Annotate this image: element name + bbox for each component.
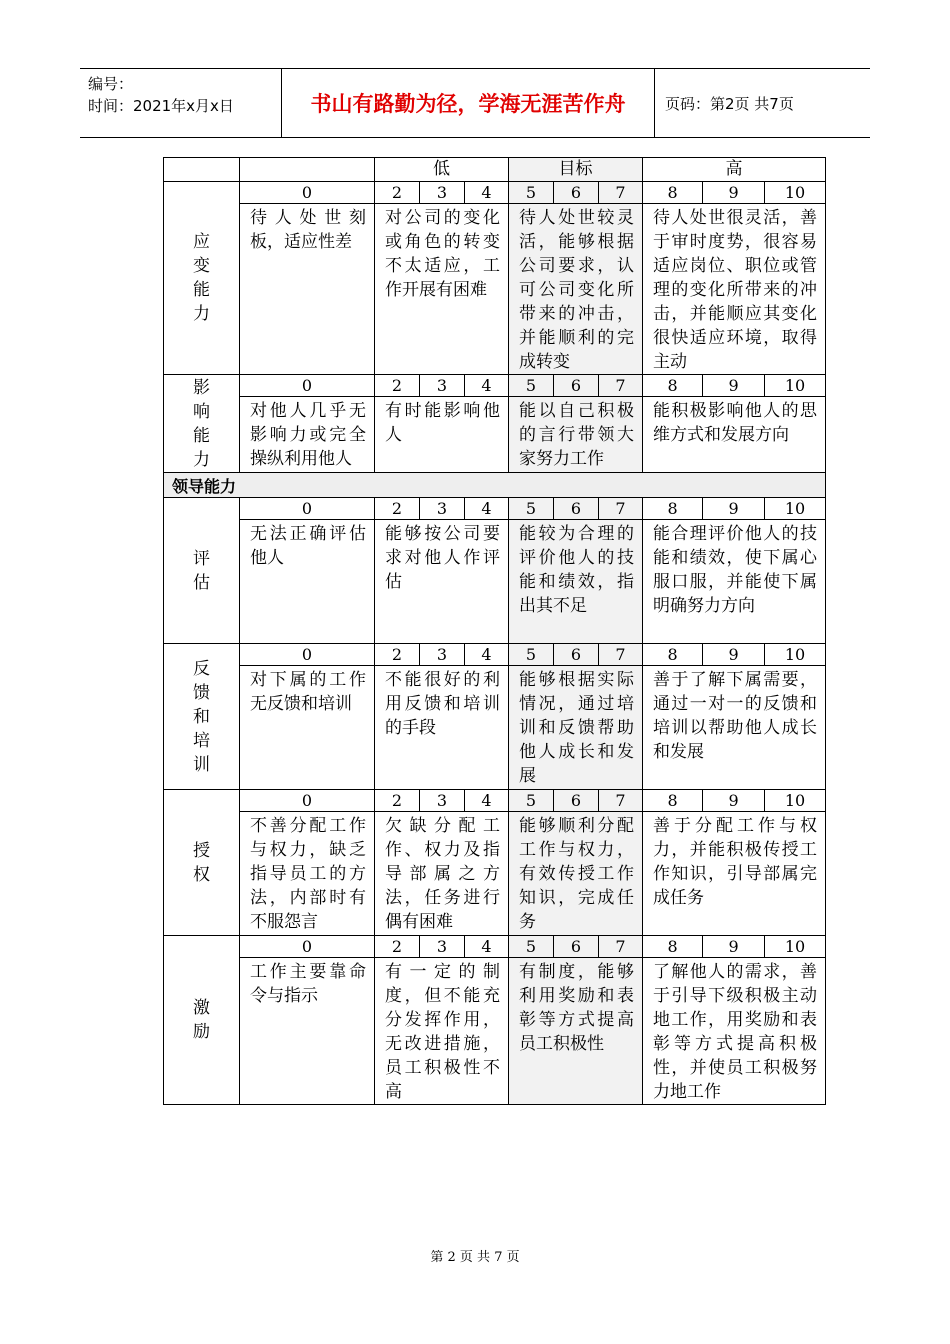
score-cell: 10 (765, 936, 826, 958)
slogan: 书山有路勤为径，学海无涯苦作舟 (282, 69, 655, 137)
score-cell: 4 (465, 498, 509, 520)
competency-label: 反 馈 和 培 训 (164, 644, 240, 790)
desc-target: 能较为合理的评价他人的技能和绩效，指出其不足 (509, 520, 643, 644)
score-cell: 3 (420, 182, 465, 204)
score-cell: 6 (554, 498, 599, 520)
score-cell: 3 (420, 790, 465, 812)
score-cell: 5 (509, 644, 554, 666)
desc-high: 能积极影响他人的思维方式和发展方向 (643, 397, 826, 473)
score-cell: 5 (509, 375, 554, 397)
score-cell: 7 (599, 644, 643, 666)
score-cell: 9 (703, 936, 765, 958)
desc-target: 有制度，能够利用奖励和表彰等方式提高员工积极性 (509, 958, 643, 1105)
number-label: 编号： (88, 75, 134, 93)
score-cell: 4 (465, 936, 509, 958)
desc-target: 能够根据实际情况，通过培训和反馈帮助他人成长和发展 (509, 666, 643, 790)
score-cell: 9 (703, 790, 765, 812)
score-cell: 3 (420, 644, 465, 666)
desc-low2: 能够按公司要求对他人作评估 (375, 520, 509, 644)
description-row (164, 204, 826, 375)
score-cell: 2 (375, 936, 420, 958)
score-cell: 3 (420, 936, 465, 958)
blank-cell (164, 158, 240, 182)
desc-high: 善于分配工作与权力，并能积极传授工作知识，引导部属完成任务 (643, 812, 826, 936)
score-cell: 2 (375, 182, 420, 204)
score-row (164, 644, 826, 666)
score-cell: 8 (643, 644, 703, 666)
description-row (164, 666, 826, 790)
score-cell: 8 (643, 498, 703, 520)
score-cell: 0 (240, 936, 375, 958)
competency-label: 影 响 能 力 (164, 375, 240, 473)
description-row (164, 397, 826, 473)
score-cell: 8 (643, 936, 703, 958)
description-row (164, 958, 826, 1105)
desc-high: 待人处世很灵活，善于审时度势，很容易适应岗位、职位或管理的变化所带来的冲击，并能顺应其变化很快适应环境，取得主动 (643, 204, 826, 375)
score-cell: 6 (554, 182, 599, 204)
desc-low2: 有一定的制度，但不能充分发挥作用，无改进措施，员工积极性不高 (375, 958, 509, 1105)
score-cell: 6 (554, 790, 599, 812)
score-cell: 0 (240, 182, 375, 204)
score-cell: 9 (703, 375, 765, 397)
score-cell: 8 (643, 375, 703, 397)
desc-low1: 待人处世刻板，适应性差 (240, 204, 375, 375)
score-cell: 0 (240, 375, 375, 397)
score-cell: 3 (420, 375, 465, 397)
score-cell: 6 (554, 375, 599, 397)
score-cell: 2 (375, 644, 420, 666)
score-cell: 10 (765, 182, 826, 204)
section-row (164, 473, 826, 498)
desc-low1: 对下属的工作无反馈和培训 (240, 666, 375, 790)
desc-high: 善于了解下属需要，通过一对一的反馈和培训以帮助他人成长和发展 (643, 666, 826, 790)
desc-high: 能合理评价他人的技能和绩效，使下属心服口服，并能使下属明确努力方向 (643, 520, 826, 644)
score-cell: 9 (703, 498, 765, 520)
level-low: 低 (375, 158, 509, 182)
desc-low2: 对公司的变化或角色的转变不太适应，工作开展有困难 (375, 204, 509, 375)
score-cell: 7 (599, 375, 643, 397)
score-row (164, 375, 826, 397)
score-cell: 4 (465, 375, 509, 397)
desc-target: 能够顺利分配工作与权力，有效传授工作知识，完成任务 (509, 812, 643, 936)
section-title: 领导能力 (164, 473, 826, 498)
desc-low1: 对他人几乎无影响力或完全操纵利用他人 (240, 397, 375, 473)
score-cell: 7 (599, 790, 643, 812)
score-cell: 7 (599, 936, 643, 958)
score-cell: 7 (599, 182, 643, 204)
desc-low2: 欠缺分配工作、权力及指导部属之方法，任务进行偶有困难 (375, 812, 509, 936)
page-footer: 第 2 页 共 7 页 (430, 1250, 520, 1265)
score-cell: 8 (643, 182, 703, 204)
score-cell: 6 (554, 936, 599, 958)
score-cell: 0 (240, 498, 375, 520)
score-cell: 2 (375, 375, 420, 397)
score-cell: 6 (554, 644, 599, 666)
competency-label: 激 励 (164, 936, 240, 1105)
score-row (164, 790, 826, 812)
competency-table (163, 157, 826, 1105)
score-cell: 5 (509, 182, 554, 204)
score-cell: 2 (375, 498, 420, 520)
desc-target: 能以自己积极的言行带领大家努力工作 (509, 397, 643, 473)
description-row (164, 520, 826, 644)
desc-low1: 工作主要靠命令与指示 (240, 958, 375, 1105)
score-row (164, 936, 826, 958)
desc-low1: 不善分配工作与权力，缺乏指导员工的方法，内部时有不服怨言 (240, 812, 375, 936)
score-cell: 4 (465, 790, 509, 812)
score-cell: 5 (509, 790, 554, 812)
competency-label: 评 估 (164, 498, 240, 644)
score-cell: 0 (240, 790, 375, 812)
score-cell: 5 (509, 936, 554, 958)
level-high: 高 (643, 158, 826, 182)
page-info: 页码：第2页 共7页 (665, 94, 794, 113)
desc-low2: 有时能影响他人 (375, 397, 509, 473)
score-cell: 8 (643, 790, 703, 812)
score-cell: 9 (703, 644, 765, 666)
score-row (164, 498, 826, 520)
score-cell: 4 (465, 644, 509, 666)
score-row (164, 182, 826, 204)
score-cell: 9 (703, 182, 765, 204)
score-cell: 3 (420, 498, 465, 520)
blank-cell (240, 158, 375, 182)
score-cell: 10 (765, 790, 826, 812)
competency-label: 应 变 能 力 (164, 182, 240, 375)
level-header-row (164, 158, 826, 182)
score-cell: 10 (765, 498, 826, 520)
score-cell: 2 (375, 790, 420, 812)
desc-low2: 不能很好的利用反馈和培训的手段 (375, 666, 509, 790)
level-target: 目标 (509, 158, 643, 182)
score-cell: 4 (465, 182, 509, 204)
score-cell: 7 (599, 498, 643, 520)
score-cell: 5 (509, 498, 554, 520)
desc-low1: 无法正确评估他人 (240, 520, 375, 644)
header-meta (80, 69, 282, 137)
page-header (80, 68, 870, 138)
score-cell: 10 (765, 644, 826, 666)
competency-label: 授 权 (164, 790, 240, 936)
date-line: 时间：2021年x月x日 (88, 97, 234, 115)
score-cell: 10 (765, 375, 826, 397)
score-cell: 0 (240, 644, 375, 666)
description-row (164, 812, 826, 936)
desc-target: 待人处世较灵活，能够根据公司要求，认可公司变化所带来的冲击，并能顺利的完成转变 (509, 204, 643, 375)
desc-high: 了解他人的需求，善于引导下级积极主动地工作，用奖励和表彰等方式提高积极性，并使员工积极努力地工作 (643, 958, 826, 1105)
